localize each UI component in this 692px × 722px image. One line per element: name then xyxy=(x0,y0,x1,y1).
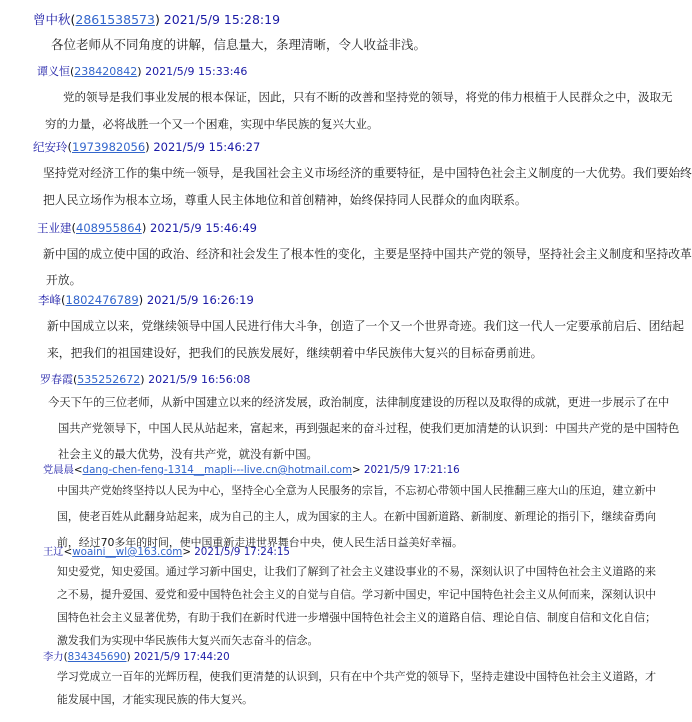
message-text xyxy=(57,560,656,652)
sender-name: 罗春霞 xyxy=(40,373,73,386)
message-timestamp: 2021/5/9 15:46:27 xyxy=(153,140,261,154)
sender-name: 纪安玲 xyxy=(33,140,68,154)
message-header: 纪安玲(1973982056) 2021/5/9 15:46:27 xyxy=(33,140,261,154)
message-timestamp: 2021/5/9 15:46:49 xyxy=(150,221,257,235)
message-text xyxy=(57,665,656,711)
message-timestamp: 2021/5/9 15:33:46 xyxy=(145,65,248,78)
sender-name: 李峰 xyxy=(38,293,61,307)
sender-contact-link[interactable]: 834345690 xyxy=(67,651,127,663)
message-header: 罗春霞(535252672) 2021/5/9 16:56:08 xyxy=(40,373,251,386)
message-text xyxy=(45,84,673,138)
sender-contact-link[interactable]: 1973982056 xyxy=(72,140,146,154)
message-timestamp: 2021/5/9 16:56:08 xyxy=(148,373,251,386)
message-header: 李峰(1802476789) 2021/5/9 16:26:19 xyxy=(38,293,254,307)
message-timestamp: 2021/5/9 17:44:20 xyxy=(133,651,230,663)
message-text xyxy=(47,313,684,367)
message-timestamp: 2021/5/9 15:28:19 xyxy=(163,12,281,27)
sender-name: 李力 xyxy=(43,651,64,663)
message-line: 国，使老百姓从此翻身站起来，成为自己的主人，成为国家的主人。在新中国新道路、新制度、新理论的指引下，继续奋勇向 xyxy=(57,510,656,523)
message-text xyxy=(43,160,692,214)
message-line: 各位老师从不同角度的讲解，信息量大，条理清晰，令人收益非浅。 xyxy=(51,37,427,52)
message-line: 能发展中国，才能实现民族的伟大复兴。 xyxy=(57,693,254,706)
message-line: 党的领导是我们事业发展的根本保证，因此，只有不断的改善和坚持党的领导，将党的伟力根植于人民群众之中，汲取无 xyxy=(63,90,673,104)
sender-name: 王业建 xyxy=(37,221,72,235)
message-header: 曾中秋(2861538573) 2021/5/9 15:28:19 xyxy=(33,12,281,27)
message-text xyxy=(51,34,426,56)
sender-name: 王辽 xyxy=(43,546,64,558)
message-line: 前，经过70多年的时间，使中国重新走进世界舞台中央，使人民生活日益美好幸福。 xyxy=(57,536,463,549)
sender-contact-link[interactable]: 238420842 xyxy=(74,65,138,78)
sender-contact-link[interactable]: 2861538573 xyxy=(75,12,155,27)
message-line: 中国共产党始终坚持以人民为中心，坚持全心全意为人民服务的宗旨，不忘初心带领中国人民推翻三座大山的压迫，建立新中 xyxy=(57,484,656,497)
message-header: 党晨晨<dang-chen-feng-1314__mapli---live.cn@hotmail.com> 2021/5/9 17:21:16 xyxy=(43,464,460,476)
sender-contact-link[interactable]: 408955864 xyxy=(76,221,142,235)
message-line: 学习党成立一百年的光辉历程，使我们更清楚的认识到，只有在中个共产党的领导下，坚持走建设中国特色社会主义道路，才 xyxy=(57,670,656,683)
message-line: 新中国成立以来，党继续领导中国人民进行伟大斗争，创造了一个又一个世界奇迹。我们这一代人一定要承前启后、团结起 xyxy=(47,319,685,333)
message-timestamp: 2021/5/9 17:24:15 xyxy=(194,546,290,558)
message-line: 国共产党领导下，中国人民从站起来，富起来，再到强起来的奋斗过程，使我们更加清楚的认识到：中国共产党的是中国特色 xyxy=(58,422,680,435)
message-line: 今天下午的三位老师，从新中国建立以来的经济发展，政治制度，法律制度建设的历程以及取得的成就，更进一步展示了在中 xyxy=(48,396,670,409)
message-line: 社会主义的最大优势，没有共产党，就没有新中国。 xyxy=(58,448,318,461)
message-timestamp: 2021/5/9 17:21:16 xyxy=(363,464,460,476)
sender-name: 谭义恒 xyxy=(37,65,70,78)
message-line: 坚持党对经济工作的集中统一领导，是我国社会主义市场经济的重要特征，是中国特色社会主义制度的一大优势。我们要始终 xyxy=(43,166,692,180)
message-text xyxy=(43,241,692,293)
message-text xyxy=(48,390,679,468)
message-header: 谭义恒(238420842) 2021/5/9 15:33:46 xyxy=(37,65,248,78)
sender-name: 曾中秋 xyxy=(33,12,71,27)
sender-name: 党晨晨 xyxy=(43,464,74,476)
message-header: 王辽<woaini__wl@163.com> 2021/5/9 17:24:15 xyxy=(43,546,290,558)
message-line: 穷的力量，必将战胜一个又一个困难，实现中华民族的复兴大业。 xyxy=(45,117,379,131)
message-line: 开放。 xyxy=(46,273,82,287)
message-line: 之不易，提升爱国、爱党和爱中国特色社会主义的自觉与自信。学习新中国史，牢记中国特色社会主义从何而来，深刻认识中 xyxy=(57,588,656,601)
sender-contact-link[interactable]: woaini__wl@163.com xyxy=(72,546,183,558)
sender-contact-link[interactable]: 535252672 xyxy=(77,373,141,386)
message-timestamp: 2021/5/9 16:26:19 xyxy=(146,293,254,307)
message-header: 李力(834345690) 2021/5/9 17:44:20 xyxy=(43,651,230,663)
sender-contact-link[interactable]: 1802476789 xyxy=(65,293,139,307)
sender-contact-link[interactable]: dang-chen-feng-1314__mapli---live.cn@hotmail.com xyxy=(82,464,352,476)
message-line: 知史爱党，知史爱国。通过学习新中国史，让我们了解到了社会主义建设事业的不易，深刻认识了中国特色社会主义道路的来 xyxy=(57,565,656,578)
message-line: 来，把我们的祖国建设好，把我们的民族发展好，继续朝着中华民族伟大复兴的目标奋勇前进。 xyxy=(47,346,543,360)
message-header: 王业建(408955864) 2021/5/9 15:46:49 xyxy=(37,221,257,235)
message-line: 激发我们为实现中华民族伟大复兴而矢志奋斗的信念。 xyxy=(57,634,319,647)
message-line: 新中国的成立使中国的政治、经济和社会发生了根本性的变化，主要是坚持中国共产党的领导，坚持社会主义制度和坚持改革 xyxy=(43,247,692,261)
message-line: 把人民立场作为根本立场，尊重人民主体地位和首创精神，始终保持同人民群众的血肉联系。 xyxy=(43,193,527,207)
message-line: 国特色社会主义显著优势，有助于我们在新时代进一步增强中国特色社会主义的道路自信、理论自信、制度自信和文化自信； xyxy=(57,611,656,624)
